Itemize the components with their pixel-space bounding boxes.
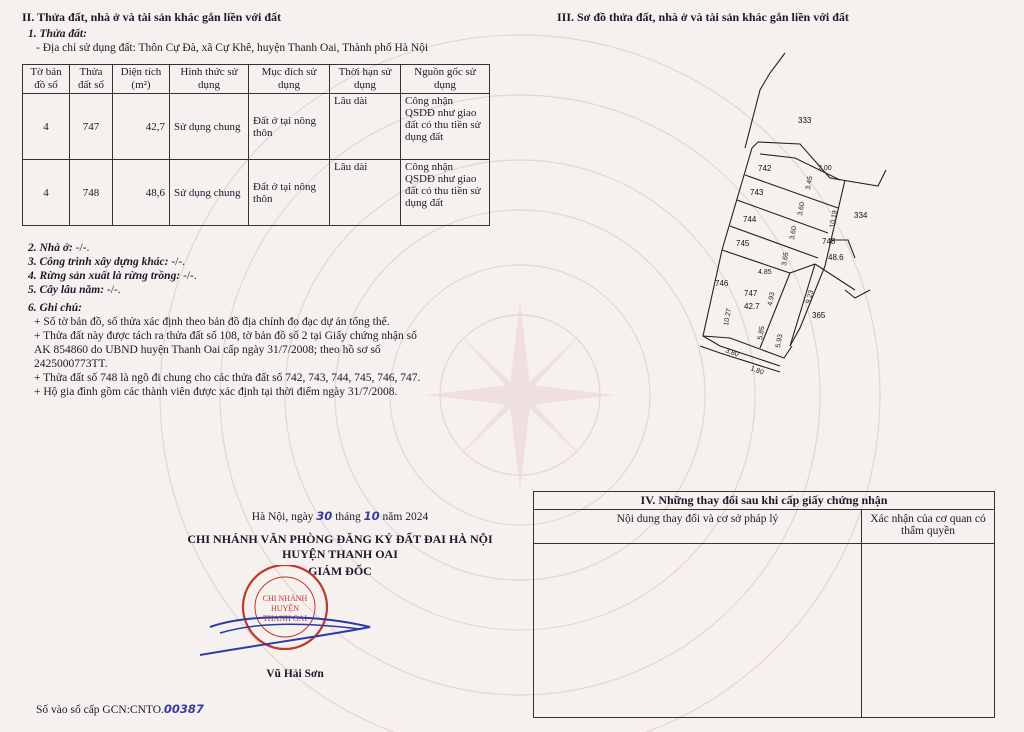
land-parcel-table — [22, 64, 490, 226]
forest-label: 4. Rừng sản xuất là rừng trồng: — [28, 270, 181, 282]
cell-purpose: Đất ở tại nông thôn — [249, 94, 330, 160]
perennial-value: -/-. — [104, 284, 121, 296]
stamp-text: HUYỆN — [271, 604, 299, 613]
perennial-label: 5. Cây lâu năm: — [28, 284, 105, 296]
stamp-text: THANH OAI — [262, 614, 308, 623]
col-use-form: Hình thức sử dụng — [170, 65, 249, 94]
cell-purpose: Đất ở tại nông thôn — [249, 160, 330, 226]
perennial-line — [28, 283, 498, 297]
cell-duration: Lâu dài — [330, 160, 401, 226]
house-value: -/-. — [72, 242, 90, 254]
dim-label: 3.60 — [789, 225, 799, 241]
col-area: Diện tích (m²) — [113, 65, 170, 94]
col-purpose: Mục đích sử dụng — [249, 65, 330, 94]
signing-date — [150, 509, 530, 524]
cell-origin: Công nhận QSDĐ như giao đất có thu tiền sử dụng đất — [401, 94, 490, 160]
note-line: + Hộ gia đình gồm các thành viên được xác định tại thời điểm ngày 31/7/2008. — [34, 386, 398, 398]
notes-list — [34, 315, 498, 399]
dim-label: 1.80 — [749, 365, 765, 377]
note-line: + Thửa đất số 748 là ngõ đi chung cho các thửa đất số 742, 743, 744, 745, 746, 747. — [34, 372, 421, 384]
dim-label: 3.80 — [724, 347, 740, 359]
signer-position: GIÁM ĐỐC — [308, 564, 372, 578]
changes-col-content: Nội dung thay đổi và cơ sở pháp lý — [534, 510, 862, 544]
cell-duration: Lâu dài — [330, 94, 401, 160]
dim-label: 10.27 — [723, 307, 734, 327]
parcel-365-label: 365 — [812, 311, 826, 320]
cell-use-form: Sử dụng chung — [170, 160, 249, 226]
address-line — [36, 41, 502, 55]
parcel-sketch-map — [640, 28, 900, 388]
dim-label: 3.60 — [797, 201, 807, 217]
construction-value: -/-. — [168, 256, 186, 268]
parcel-333-label: 333 — [798, 116, 812, 125]
org-name-line1: CHI NHÁNH VĂN PHÒNG ĐĂNG KÝ ĐẤT ĐAI HÀ NỘI — [187, 532, 493, 546]
area-747-label: 42.7 — [744, 302, 760, 311]
section-2-title: II. Thửa đất, nhà ở và tài sản khác gắn liền với đất — [22, 10, 282, 24]
parcel-747-label: 747 — [744, 289, 758, 298]
address-value: Thôn Cự Đà, xã Cự Khê, huyện Thanh Oai, Thành phố Hà Nội — [138, 42, 429, 54]
forest-line — [28, 269, 498, 283]
table-header-row — [23, 65, 490, 94]
note-line: AK 854860 do UBND huyện Thanh Oai cấp ngày 31/7/2008; theo hồ sơ số — [34, 344, 381, 356]
cell-area: 42,7 — [113, 94, 170, 160]
area-748-label: 48.6 — [828, 253, 844, 262]
cell-map-sheet: 4 — [23, 94, 70, 160]
changes-content-cell — [534, 544, 862, 718]
signing-month: 10 — [363, 509, 380, 523]
address-label: - Địa chỉ sử dụng đất: — [36, 42, 136, 54]
parcel-743-label: 743 — [750, 188, 764, 197]
signing-month-word: tháng — [335, 511, 361, 523]
table-row — [23, 94, 490, 160]
dim-label: 4.93 — [767, 291, 777, 307]
col-duration: Thời hạn sử dụng — [330, 65, 401, 94]
cell-parcel-no: 747 — [70, 94, 113, 160]
col-map-sheet: Tờ bản đồ số — [23, 65, 70, 94]
signing-day: 30 — [316, 509, 333, 523]
cell-use-form: Sử dụng chung — [170, 94, 249, 160]
dim-label: 10.19 — [829, 209, 840, 229]
notes-label: 6. Ghi chú: — [28, 302, 82, 314]
dim-label: 4.85 — [758, 269, 772, 276]
construction-label: 3. Công trình xây dựng khác: — [28, 256, 169, 268]
dim-label: 2.00 — [818, 165, 832, 172]
stamp-text: CHI NHÁNH — [262, 594, 308, 603]
parcel-746-label: 746 — [715, 279, 729, 288]
cell-parcel-no: 748 — [70, 160, 113, 226]
note-line: + Số tờ bản đồ, số thửa xác định theo bản đồ địa chính đo đạc dự án tổng thể. — [34, 316, 390, 328]
changes-col-confirmation: Xác nhận của cơ quan có thẩm quyền — [862, 510, 995, 544]
cell-area: 48,6 — [113, 160, 170, 226]
registry-number: 00387 — [163, 702, 204, 716]
note-line: 2425000773TT. — [34, 358, 108, 370]
construction-line — [28, 255, 498, 269]
dim-label: 9.23 — [805, 289, 816, 305]
changes-confirmation-cell — [862, 544, 995, 718]
dim-label: 5.85 — [757, 325, 767, 341]
land-heading: 1. Thửa đất: — [28, 28, 87, 40]
section-land-info — [22, 10, 502, 55]
parcel-745-label: 745 — [736, 239, 750, 248]
parcel-334-label: 334 — [854, 211, 868, 220]
land-details — [28, 241, 498, 399]
dim-label: 3.45 — [805, 175, 815, 191]
house-label: 2. Nhà ở: — [28, 242, 73, 254]
official-stamp — [190, 565, 390, 665]
signing-year: năm 2024 — [382, 511, 429, 523]
section-3-title: III. Sơ đồ thửa đất, nhà ở và tài sản khác gắn liền với đất — [557, 10, 849, 24]
signer-name: Vũ Hải Sơn — [266, 668, 324, 680]
parcel-744-label: 744 — [743, 215, 757, 224]
col-parcel-no: Thửa đất số — [70, 65, 113, 94]
parcel-742-label: 742 — [758, 164, 772, 173]
dim-label: 3.65 — [781, 251, 791, 267]
house-line — [28, 241, 498, 255]
forest-value: -/-. — [180, 270, 197, 282]
registry-label: Số vào sổ cấp GCN:CNTO. — [36, 704, 164, 716]
table-row — [23, 160, 490, 226]
org-name-line2: HUYỆN THANH OAI — [282, 547, 398, 561]
dim-label: 5.93 — [775, 333, 785, 349]
parcel-748-label: 748 — [822, 237, 836, 246]
col-origin: Nguồn gốc sử dụng — [401, 65, 490, 94]
signing-place: Hà Nội, ngày — [251, 511, 314, 523]
changes-table — [533, 491, 995, 718]
cell-origin: Công nhận QSDĐ như giao đất có thu tiền sử dụng đất — [401, 160, 490, 226]
section-4-title: IV. Những thay đổi sau khi cấp giấy chứng nhận — [534, 492, 995, 510]
cell-map-sheet: 4 — [23, 160, 70, 226]
note-line: + Thửa đất này được tách ra thửa đất số 108, tờ bản đồ số 2 tại Giấy chứng nhận số — [34, 330, 417, 342]
registry-number-line — [36, 702, 204, 717]
